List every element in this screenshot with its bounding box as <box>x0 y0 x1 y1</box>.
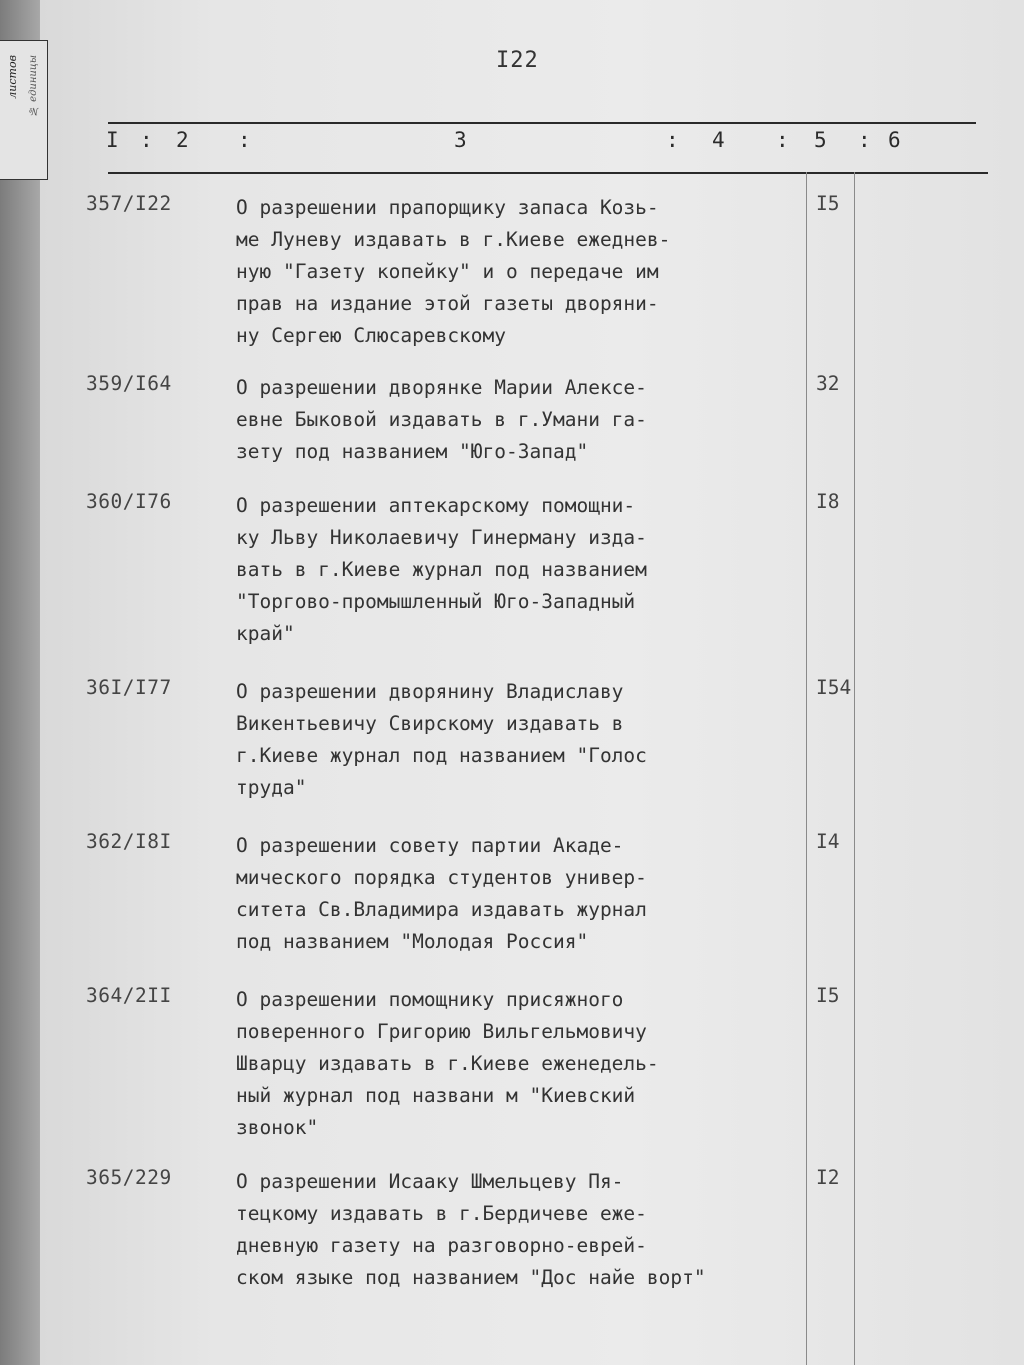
header-sep-2: : <box>238 128 251 152</box>
header-col-6: 6 <box>888 128 901 152</box>
header-col-5: 5 <box>814 128 827 152</box>
header-col-2: 2 <box>176 128 189 152</box>
column-header-row <box>40 128 1024 158</box>
header-col-1: I <box>106 128 119 152</box>
item-number: 359/I64 <box>86 372 172 395</box>
header-rule-bottom <box>108 172 988 174</box>
header-rule-top <box>108 122 976 124</box>
stub-label-sheets: листов <box>6 55 19 99</box>
item-description: О разрешении совету партии Акаде- мического порядка студентов универ- ситета Св.Владимира издавать журнал под названием "Молодая Россия" <box>236 834 647 953</box>
item-sheet-count: I5 <box>816 984 840 1007</box>
item-description: О разрешении прапорщику запаса Козь- ме Луневу издавать в г.Киеве ежеднев- ную "Газету копейку" и о передаче им прав на издание этой газеты дворяни- ну Сергею Слюсаревскому <box>236 196 671 347</box>
header-col-4: 4 <box>712 128 725 152</box>
header-sep-1: : <box>140 128 153 152</box>
item-number: 362/I8I <box>86 830 172 853</box>
item-description: О разрешении Исааку Шмельцеву Пя- тецкому издавать в г.Бердичеве еже- дневную газету на разговорно-еврей- ском языке под названием "Дос найе ворт" <box>236 1170 706 1289</box>
column-divider-4-5 <box>806 172 807 1365</box>
item-number: 365/229 <box>86 1166 172 1189</box>
item-sheet-count: I54 <box>816 676 852 699</box>
binder-edge <box>0 0 40 1365</box>
item-sheet-count: I4 <box>816 830 840 853</box>
binding-stub <box>0 40 48 180</box>
item-description: О разрешении дворянину Владиславу Викентьевичу Свирскому издавать в г.Киеве журнал под названием "Голос труда" <box>236 680 647 799</box>
item-description: О разрешении аптекарскому помощни- ку Льву Николаевичу Гинерману изда- вать в г.Киеве журнал под названием "Торгово-промышленный Юго-Западный край" <box>236 494 647 645</box>
document-page <box>40 0 1024 1365</box>
item-number: 364/2II <box>86 984 172 1007</box>
item-sheet-count: I5 <box>816 192 840 215</box>
column-divider-5-6 <box>854 172 855 1365</box>
header-sep-3: : <box>666 128 679 152</box>
item-number: 36I/I77 <box>86 676 172 699</box>
stub-label-number: № единицы <box>28 55 39 117</box>
item-number: 357/I22 <box>86 192 172 215</box>
header-sep-4: : <box>776 128 789 152</box>
item-description: О разрешении дворянке Марии Алексе- евне Быковой издавать в г.Умани га- зету под названием "Юго-Запад" <box>236 376 647 463</box>
item-description: О разрешении помощнику присяжного поверенного Григорию Вильгельмовичу Шварцу издавать в г.Киеве еженедель- ный журнал под названи м "Киевский звонок" <box>236 988 659 1139</box>
item-number: 360/I76 <box>86 490 172 513</box>
page-number: I22 <box>496 48 539 73</box>
header-col-3: 3 <box>454 128 467 152</box>
item-sheet-count: I2 <box>816 1166 840 1189</box>
item-sheet-count: I8 <box>816 490 840 513</box>
header-sep-5: : <box>858 128 871 152</box>
item-sheet-count: 32 <box>816 372 840 395</box>
